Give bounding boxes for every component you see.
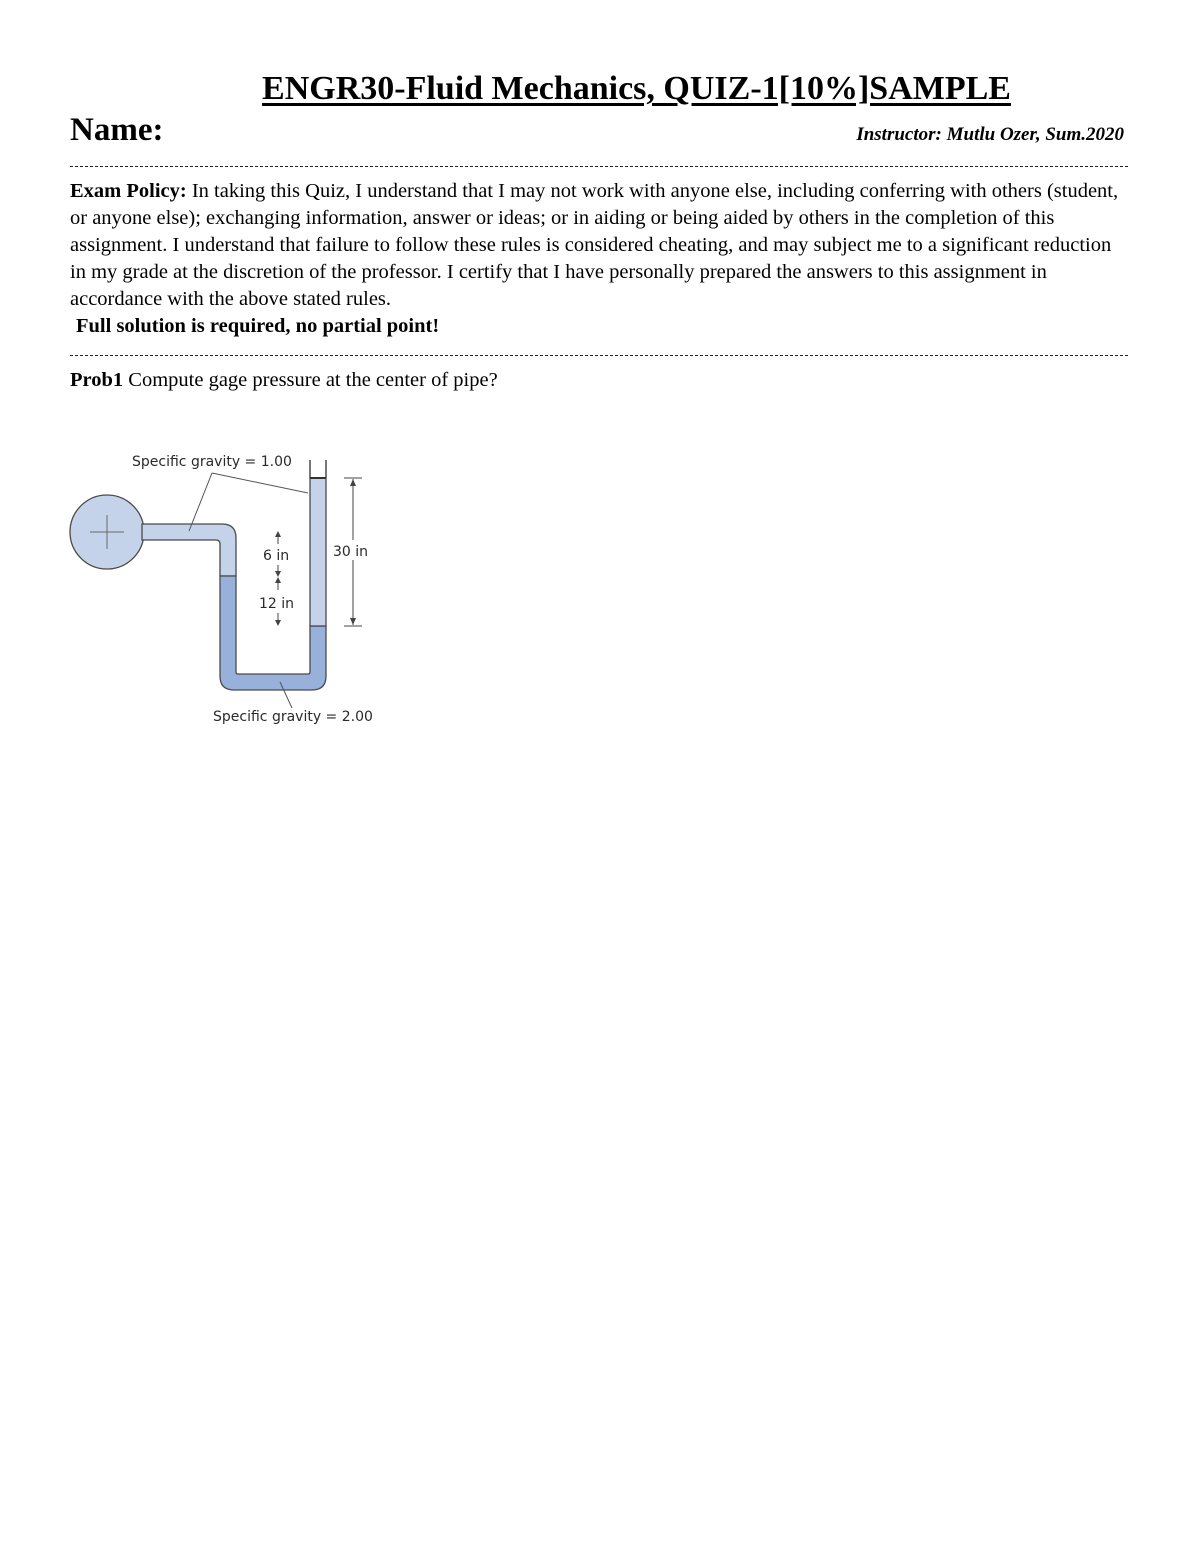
- problem-1: [70, 369, 498, 392]
- sg-bottom-label: Specific gravity = 2.00: [213, 709, 373, 725]
- dim-12in-arrow-down: [275, 620, 281, 626]
- leader-line-column: [212, 473, 308, 493]
- exam-policy: [70, 178, 1132, 340]
- dim-30in-arrow-down: [350, 618, 356, 625]
- divider-top: [70, 166, 1128, 167]
- problem-label: Prob1: [70, 369, 124, 391]
- dim-6in-label: 6 in: [263, 548, 290, 564]
- problem-question: Compute gage pressure at the center of pipe?: [123, 369, 498, 391]
- student-name-label: Name:: [70, 112, 164, 148]
- leader-line-tube: [189, 473, 212, 531]
- sg-top-label: Specific gravity = 1.00: [132, 454, 292, 470]
- dim-12in-label: 12 in: [259, 596, 295, 612]
- exam-policy-text: In taking this Quiz, I understand that I may not work with anyone else, including conferring with others (student, or anyone else); exchanging information, answer or ideas; or in aiding or being aided by others in the completion of this assignment. I understand that failure to follow these rules is considered cheating, and may subject me to a significant reduction in my grade at the discretion of the professor. I certify that I have personally prepared the answers to this assignment in accordance with the above stated rules.: [70, 180, 1119, 310]
- dim-6in-arrow-down: [275, 571, 281, 577]
- solution-requirement: Full solution is required, no partial point!: [76, 315, 440, 337]
- dim-6in-arrow-up: [275, 531, 281, 537]
- quiz-title: ENGR30-Fluid Mechanics, QUIZ-1[10%]SAMPLE: [262, 70, 1011, 107]
- dim-30in-label: 30 in: [333, 544, 369, 560]
- manometer-diagram: [60, 440, 400, 740]
- right-column-light-fluid: [310, 478, 326, 626]
- dim-30in-arrow-up: [350, 479, 356, 486]
- manometer-figure: [60, 440, 400, 745]
- exam-policy-label: Exam Policy:: [70, 180, 187, 202]
- connecting-tube: [142, 524, 236, 576]
- instructor-info: Instructor: Mutlu Ozer, Sum.2020: [856, 124, 1124, 145]
- divider-bottom: [70, 355, 1128, 356]
